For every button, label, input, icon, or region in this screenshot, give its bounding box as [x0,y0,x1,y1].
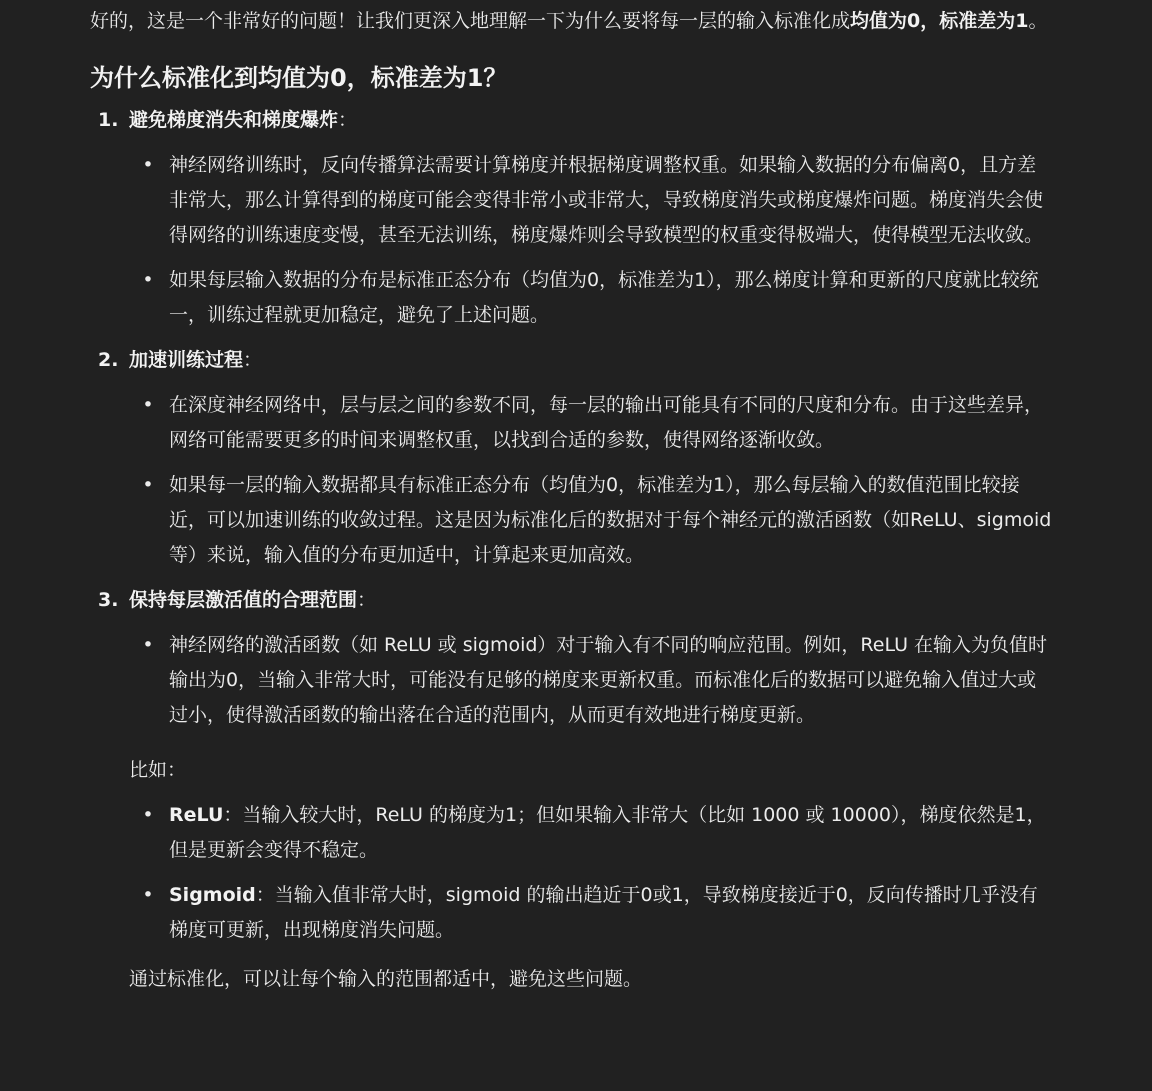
chat-response [90,4,1052,997]
example-item [129,798,1052,868]
bullet-text: 如果每一层的输入数据都具有标准正态分布（均值为0，标准差为1），那么每层输入的数值范围比较接近，可以加速训练的收敛过程。这是因为标准化后的数据对于每个神经元的激活函数（如ReLU、sigmoid等）来说，输入值的分布更加适中，计算起来更加高效。 [169,474,1052,566]
reason-title: 加速训练过程 [129,349,244,371]
reason-bullets [129,148,1052,333]
reason-item [90,583,1052,733]
reason-number: 2. [98,349,119,371]
reason-bullets [129,388,1052,573]
bullet-item [129,148,1052,253]
reason-bullets [129,628,1052,733]
reason-number: 1. [98,109,119,131]
bullet-text: 神经网络的激活函数（如 ReLU 或 sigmoid）对于输入有不同的响应范围。例如，ReLU 在输入为负值时输出为0，当输入非常大时，可能没有足够的梯度来更新权重。而标准化后的数据可以避免输入值过大或过小，使得激活函数的输出落在合适的范围内，从而更有效地进行梯度更新。 [169,634,1048,726]
reason-colon: ： [243,349,263,371]
reason-title: 保持每层激活值的合理范围 [129,589,358,611]
bullet-item [129,628,1052,733]
reason-item [90,343,1052,573]
example-term: Sigmoid [169,884,256,906]
section-heading: 为什么标准化到均值为0，标准差为1？ [90,64,508,92]
reasons-list [90,103,1052,733]
bullet-text: 在深度神经网络中，层与层之间的参数不同，每一层的输出可能具有不同的尺度和分布。由于这些差异，网络可能需要更多的时间来调整权重，以找到合适的参数，使得网络逐渐收敛。 [169,394,1044,451]
example-item [129,878,1052,948]
example-list [129,798,1052,948]
bullet-item [129,388,1052,458]
bullet-text: 神经网络训练时，反向传播算法需要计算梯度并根据梯度调整权重。如果输入数据的分布偏离0，且方差非常大，那么计算得到的梯度可能会变得非常小或非常大，导致梯度消失或梯度爆炸问题。梯度消失会使得网络的训练速度变慢，甚至无法训练，梯度爆炸则会导致模型的权重变得极端大，使得模型无法收敛。 [169,154,1044,246]
bullet-item [129,263,1052,333]
bullet-dot: • [142,884,154,906]
intro-bold: 均值为0，标准差为1 [850,10,1029,32]
bullet-dot: • [142,474,154,496]
bullet-dot: • [142,394,154,416]
bullet-dot: • [142,269,154,291]
example-label: 比如： [129,759,187,781]
example-block [90,753,1052,948]
bullet-dot: • [142,804,154,826]
example-text: ：当输入值非常大时，sigmoid 的输出趋近于0或1，导致梯度接近于0，反向传播时几乎没有梯度可更新，出现梯度消失问题。 [169,884,1038,941]
reason-colon: ： [357,589,377,611]
bullet-text: 如果每层输入数据的分布是标准正态分布（均值为0，标准差为1），那么梯度计算和更新的尺度就比较统一，训练过程就更加稳定，避免了上述问题。 [169,269,1039,326]
reason-number: 3. [98,589,119,611]
intro-text: 好的，这是一个非常好的问题！让我们更深入地理解一下为什么要将每一层的输入标准化成 [90,10,851,32]
intro-end: 。 [1028,10,1048,32]
reason-colon: ： [338,109,358,131]
bullet-item [129,468,1052,573]
reason-item [90,103,1052,333]
outro-paragraph: 通过标准化，可以让每个输入的范围都适中，避免这些问题。 [129,968,643,990]
bullet-dot: • [142,154,154,176]
example-term: ReLU [169,804,224,826]
bullet-dot: • [142,634,154,656]
reason-title: 避免梯度消失和梯度爆炸 [129,109,339,131]
intro-paragraph [90,4,1052,39]
example-text: ：当输入较大时，ReLU 的梯度为1；但如果输入非常大（比如 1000 或 10000），梯度依然是1，但是更新会变得不稳定。 [169,804,1046,861]
